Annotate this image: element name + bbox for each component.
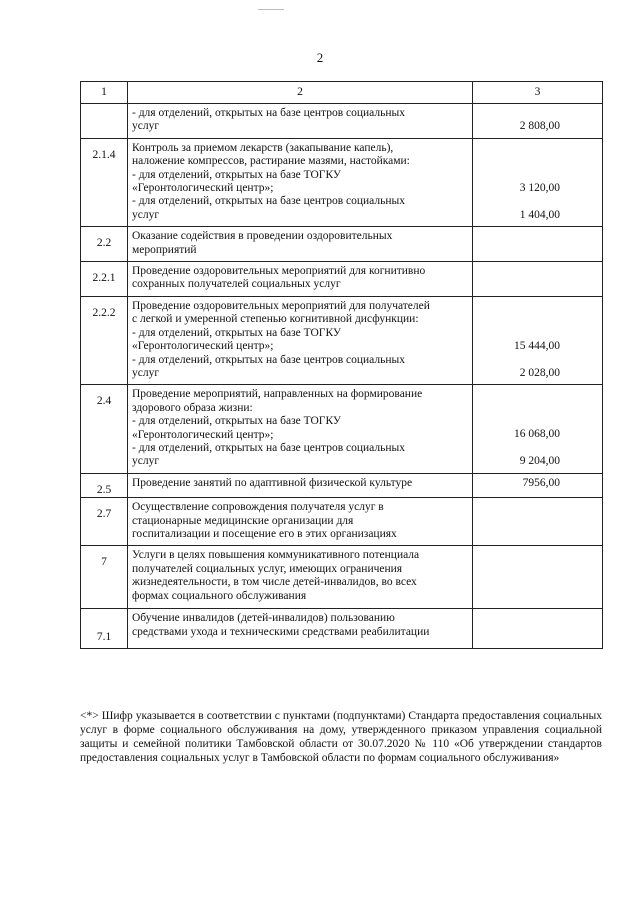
cell-description (128, 546, 473, 609)
cell-code (81, 498, 128, 546)
service-code: 2.4 (96, 395, 112, 408)
description-line: мероприятий (132, 243, 197, 256)
cell-description (128, 138, 473, 226)
description-line: Проведение мероприятий, направленных на формирование (132, 388, 423, 401)
table-row (81, 104, 603, 139)
services-table (80, 81, 603, 649)
service-code: 2.2.1 (92, 272, 116, 285)
cell-price (473, 227, 603, 262)
description-line: Услуги в целях повышения коммуникативного потенциала (132, 549, 420, 562)
description-line: Обучение инвалидов (детей-инвалидов) пользованию (132, 612, 395, 625)
cell-code (81, 385, 128, 473)
description-line: - для отделений, открытых на базе ТОГКУ (132, 415, 342, 428)
cell-description (128, 385, 473, 473)
price-value (473, 442, 560, 455)
cell-description (128, 473, 473, 497)
price-value: 3 120,00 (519, 181, 560, 194)
price-value: 9 204,00 (519, 455, 560, 468)
cell-price (473, 473, 603, 497)
description-line: услуг (132, 208, 160, 221)
table-row (81, 138, 603, 226)
description-line: Проведение оздоровительных мероприятий для получателей (132, 299, 430, 312)
description-line: «Геронтологический центр»; (132, 428, 274, 441)
cell-price (473, 104, 603, 139)
header-cell-code: 1 (81, 82, 128, 104)
cell-description (128, 262, 473, 297)
price-value (473, 169, 560, 182)
page-number: 2 (316, 50, 324, 65)
service-code: 2.7 (96, 508, 112, 521)
service-code: 7.1 (96, 630, 112, 643)
price-value (473, 313, 560, 326)
cell-code (81, 473, 128, 497)
description-line: «Геронтологический центр»; (132, 182, 274, 195)
description-line: здорового образа жизни: (132, 401, 253, 414)
price-value: 1 404,00 (519, 208, 560, 221)
price-value: 7956,00 (522, 476, 560, 489)
description-line: стационарные медицинские организации для (132, 514, 354, 527)
cell-price (473, 546, 603, 609)
cell-price (473, 138, 603, 226)
cell-description (128, 104, 473, 139)
cell-code (81, 227, 128, 262)
table-row (81, 296, 603, 384)
description-line: сохранных получателей социальных услуг (132, 278, 341, 291)
price-value (473, 107, 560, 120)
cell-price (473, 262, 603, 297)
cell-code (81, 262, 128, 297)
price-value (473, 155, 560, 168)
cell-description (128, 227, 473, 262)
description-line: - для отделений, открытых на базе центров социальных (132, 195, 405, 208)
cell-price (473, 296, 603, 384)
price-value: 2 808,00 (519, 120, 560, 133)
description-line: Оказание содействия в проведении оздоровительных (132, 230, 393, 243)
cell-code (81, 104, 128, 139)
service-code: 7 (101, 556, 107, 569)
description-line: услуг (132, 120, 160, 133)
table-row (81, 385, 603, 473)
description-line: жизнедеятельности, в том числе детей-инвалидов, во всех (132, 576, 417, 589)
table-row (81, 609, 603, 649)
footnote: <*> Шифр указывается в соответствии с пунктами (подпунктами) Стандарта предоставления социальных услуг в форме социального обслуживания на дому, утвержденного приказом управления социальной защиты и семейной политики Тамбовской области от 30.07.2020 № 110 «Об утверждении стандартов предоставления социальных услуг в Тамбовской области по формам социального обслуживания» (80, 710, 602, 764)
description-line: услуг (132, 455, 160, 468)
cell-description (128, 296, 473, 384)
table-row (81, 546, 603, 609)
price-value (473, 402, 560, 415)
table-header-row (81, 82, 603, 104)
price-value (473, 142, 560, 155)
service-code (81, 104, 127, 114)
table-row (81, 262, 603, 297)
description-line: средствами ухода и техническими средствами реабилитации (132, 625, 430, 638)
service-code: 2.2.2 (92, 306, 116, 319)
price-value (473, 327, 560, 340)
top-edge-mark (258, 9, 284, 10)
cell-price (473, 385, 603, 473)
table-row (81, 473, 603, 497)
description-line: Проведение занятий по адаптивной физической культуре (132, 476, 413, 489)
description-line: Контроль за приемом лекарств (закапывание капель), (132, 141, 394, 154)
cell-price (473, 609, 603, 649)
table-row (81, 227, 603, 262)
cell-description (128, 498, 473, 546)
table-row (81, 498, 603, 546)
description-line: формах социального обслуживания (132, 589, 307, 602)
description-line: наложение компрессов, растирание мазями, настойками: (132, 155, 410, 168)
description-line: - для отделений, открытых на базе центров социальных (132, 107, 405, 119)
price-value: 16 068,00 (514, 428, 560, 441)
price-value (473, 300, 560, 313)
description-line: Осуществление сопровождения получателя услуг в (132, 501, 384, 514)
cell-code (81, 296, 128, 384)
price-value (473, 195, 560, 208)
price-value: 2 028,00 (519, 366, 560, 379)
price-value (473, 415, 560, 428)
cell-code (81, 609, 128, 649)
description-line: - для отделений, открытых на базе центров социальных (132, 441, 405, 454)
description-line: получателей социальных услуг, имеющих ограничения (132, 562, 403, 575)
header-cell-price: 3 (473, 82, 603, 104)
cell-description (128, 609, 473, 649)
service-code: 2.5 (96, 483, 112, 496)
description-line: услуг (132, 366, 160, 379)
service-code: 2.2 (96, 237, 112, 250)
description-line: с легкой и умеренной степенью когнитивной дисфункции: (132, 313, 419, 326)
price-value (473, 388, 560, 401)
price-value (473, 353, 560, 366)
service-code: 2.1.4 (92, 148, 116, 161)
header-cell-description: 2 (128, 82, 473, 104)
cell-code (81, 138, 128, 226)
description-line: - для отделений, открытых на базе ТОГКУ (132, 326, 342, 339)
description-line: - для отделений, открытых на базе центров социальных (132, 353, 405, 366)
description-line: «Геронтологический центр»; (132, 340, 274, 353)
description-line: - для отделений, открытых на базе ТОГКУ (132, 168, 342, 181)
cell-price (473, 498, 603, 546)
description-line: госпитализации и посещение его в этих организациях (132, 527, 397, 540)
price-value: 15 444,00 (514, 340, 560, 353)
cell-code (81, 546, 128, 609)
description-line: Проведение оздоровительных мероприятий для когнитивно (132, 265, 426, 278)
